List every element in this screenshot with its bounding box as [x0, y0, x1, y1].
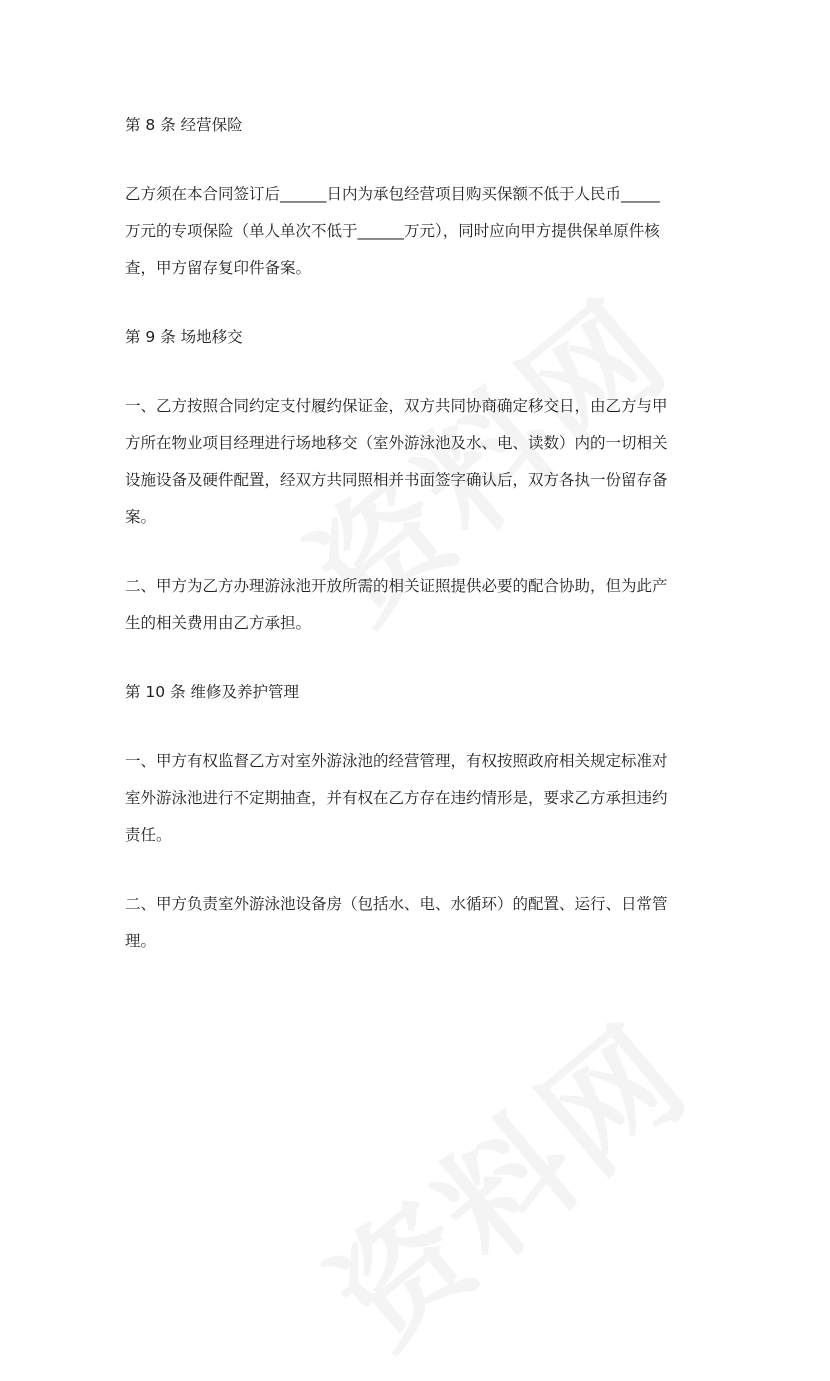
section-heading-9: 第 9 条 场地移交	[125, 328, 243, 346]
paragraph-line: 二、甲方为乙方办理游泳池开放所需的相关证照提供必要的配合协助，但为此产	[125, 577, 668, 595]
paragraph-line: 案。	[125, 508, 157, 526]
paragraph-line: 一、甲方有权监督乙方对室外游泳池的经营管理，有权按照政府相关规定标准对	[125, 752, 668, 770]
paragraph-line: 二、甲方负责室外游泳池设备房（包括水、电、水循环）的配置、运行、日常管	[125, 895, 668, 913]
paragraph-line: 生的相关费用由乙方承担。	[125, 614, 312, 632]
paragraph-site-handover-1	[125, 388, 720, 536]
paragraph-line: 室外游泳池进行不定期抽查，并有权在乙方存在违约情形是，要求乙方承担违约	[125, 789, 668, 807]
paragraph-line: 万元的专项保险（单人单次不低于______万元），同时应向甲方提供保单原件核	[125, 222, 660, 240]
section-heading-10: 第 10 条 维修及养护管理	[125, 683, 300, 701]
section-heading-8: 第 8 条 经营保险	[125, 116, 243, 134]
paragraph-line: 理。	[125, 932, 157, 950]
paragraph-line: 乙方须在本合同签订后______日内为承包经营项目购买保额不低于人民币_____	[125, 185, 660, 203]
paragraph-maintenance-1	[125, 743, 720, 854]
paragraph-line: 责任。	[125, 826, 172, 844]
paragraph-maintenance-2	[125, 886, 720, 960]
paragraph-site-handover-2	[125, 568, 720, 642]
paragraph-line: 一、乙方按照合同约定支付履约保证金，双方共同协商确定移交日，由乙方与甲	[125, 397, 668, 415]
paragraph-line: 设施设备及硬件配置，经双方共同照相并书面签字确认后，双方各执一份留存备	[125, 471, 668, 489]
paragraph-line: 查，甲方留存复印件备案。	[125, 259, 312, 277]
paragraph-line: 方所在物业项目经理进行场地移交（室外游泳池及水、电、读数）内的一切相关	[125, 434, 668, 452]
document-body	[125, 107, 720, 960]
paragraph-insurance	[125, 176, 720, 287]
watermark	[288, 976, 721, 1381]
